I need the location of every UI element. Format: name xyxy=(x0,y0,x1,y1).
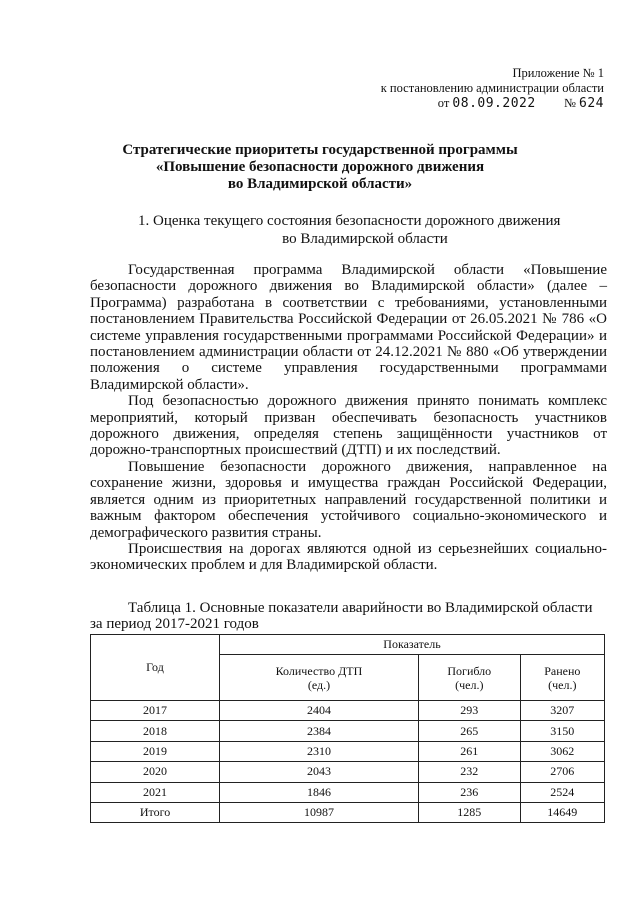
document-title xyxy=(0,142,640,193)
table-row xyxy=(91,701,605,721)
cell-killed: 232 xyxy=(418,762,520,782)
cell-year: 2018 xyxy=(91,721,220,741)
appendix-reference: к постановлению администрации области xyxy=(380,81,604,95)
accident-stats-table xyxy=(90,634,605,823)
cell-dtp: 2043 xyxy=(220,762,419,782)
paragraph: Повышение безопасности дорожного движения, направленное на сохранение жизни, здоровья и имущества граждан Российской Федерации, является одним из приоритетных направлений государственной политики и важным фактором обеспечения устойчивого социально-экономического и демографического развития страны. xyxy=(90,458,607,541)
table-row xyxy=(91,721,605,741)
header-year: Год xyxy=(91,635,220,701)
header-dtp-unit: (ед.) xyxy=(307,677,331,692)
resolution-number: 624 xyxy=(579,96,604,111)
cell-killed: 261 xyxy=(418,741,520,761)
paragraph: Происшествия на дорогах являются одной из серьезнейших социально-экономических проблем и для Владимирской области. xyxy=(90,540,607,574)
table-caption xyxy=(90,600,607,633)
resolution-date: 08.09.2022 xyxy=(452,96,536,111)
cell-year: 2017 xyxy=(91,701,220,721)
cell-killed: 293 xyxy=(418,701,520,721)
cell-dtp: 10987 xyxy=(220,802,419,822)
table-row xyxy=(91,741,605,761)
cell-dtp: 2404 xyxy=(220,701,419,721)
header-injured-label: Ранено xyxy=(544,663,581,678)
cell-injured: 3150 xyxy=(520,721,604,741)
cell-killed: 1285 xyxy=(418,802,520,822)
section-heading-line-2: во Владимирской области xyxy=(282,231,448,247)
appendix-title: Приложение № 1 xyxy=(512,66,604,80)
table-caption-line-1: Таблица 1. Основные показатели аварийности во Владимирской области xyxy=(128,600,593,616)
header-injured-unit: (чел.) xyxy=(548,677,577,692)
title-line-2: «Повышение безопасности дорожного движения xyxy=(155,159,485,175)
cell-dtp: 2384 xyxy=(220,721,419,741)
title-line-1: Стратегические приоритеты государственной программы xyxy=(122,142,518,158)
header-killed-label: Погибло xyxy=(447,663,492,678)
cell-injured: 2524 xyxy=(520,782,604,802)
header-dtp-count xyxy=(220,655,419,701)
header-dtp-label: Количество ДТП xyxy=(275,663,363,678)
cell-dtp: 2310 xyxy=(220,741,419,761)
table-row xyxy=(91,762,605,782)
section-heading-line-1: 1. Оценка текущего состояния безопасности дорожного движения xyxy=(138,213,561,229)
title-line-3: во Владимирской области» xyxy=(227,176,413,192)
cell-injured: 2706 xyxy=(520,762,604,782)
cell-injured: 3207 xyxy=(520,701,604,721)
date-prefix: от xyxy=(437,96,450,110)
section-heading xyxy=(0,212,640,248)
header-indicator: Показатель xyxy=(220,635,605,655)
cell-year: 2019 xyxy=(91,741,220,761)
cell-injured: 3062 xyxy=(520,741,604,761)
cell-year: 2021 xyxy=(91,782,220,802)
cell-injured: 14649 xyxy=(520,802,604,822)
header-killed xyxy=(418,655,520,701)
number-prefix: № xyxy=(563,96,576,110)
table-caption-line-2: за период 2017-2021 годов xyxy=(90,616,259,633)
header-injured xyxy=(520,655,604,701)
paragraph: Государственная программа Владимирской области «Повышение безопасности дорожного движения во Владимирской области» (далее – Программа) разработана в соответствии с требованиями, установленными постановлением Правительства Российской Федерации от 26.05.2021 № 786 «О системе управления государственными программами Российской Федерации» и постановлением администрации области от 24.12.2021 № 880 «Об утверждении положения о системе управления государственными программами Владимирской области». xyxy=(90,262,607,393)
cell-year: 2020 xyxy=(91,762,220,782)
header-killed-unit: (чел.) xyxy=(455,677,484,692)
table-row xyxy=(91,782,605,802)
table-total-row xyxy=(91,802,605,822)
appendix-header xyxy=(381,66,604,111)
body-text xyxy=(90,262,607,574)
cell-dtp: 1846 xyxy=(220,782,419,802)
paragraph: Под безопасностью дорожного движения принято понимать комплекс мероприятий, который призван обеспечивать безопасность участников дорожного движения, определяя степень защищённости участников от дорожно-транспортных происшествий (ДТП) и их последствий. xyxy=(90,393,607,459)
cell-killed: 236 xyxy=(418,782,520,802)
appendix-date-line xyxy=(381,96,604,111)
cell-killed: 265 xyxy=(418,721,520,741)
cell-year: Итого xyxy=(91,802,220,822)
